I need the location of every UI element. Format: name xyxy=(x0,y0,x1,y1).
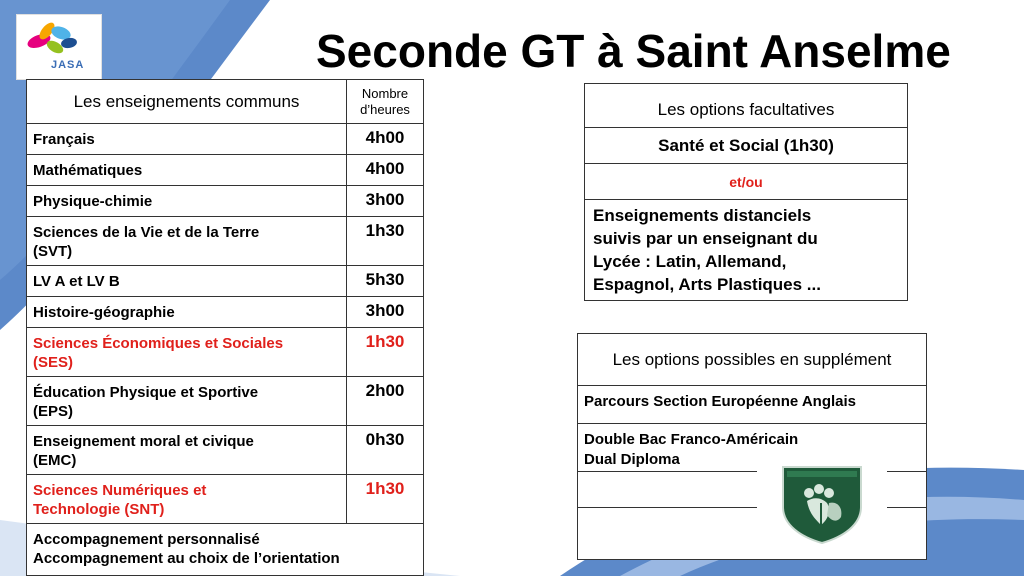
double-bac-line2: Dual Diploma xyxy=(584,451,680,468)
subject-cell xyxy=(27,297,347,328)
distance-learning-cell xyxy=(585,200,908,301)
table-row xyxy=(27,186,424,217)
subject-cell xyxy=(27,377,347,426)
subject-name: Sciences Numériques et xyxy=(33,482,207,499)
table-row xyxy=(27,426,424,475)
hours-cell: 3h00 xyxy=(347,186,424,217)
distance-line2: suivis par un enseignant du xyxy=(593,229,818,248)
subject-name: Éducation Physique et Sportive xyxy=(33,384,259,401)
subject-name: Enseignement moral et civique xyxy=(33,433,254,450)
common-header-label: Les enseignements communs xyxy=(27,80,347,124)
subject-cell xyxy=(27,426,347,475)
subject-cell xyxy=(27,186,347,217)
subject-cell xyxy=(27,124,347,155)
support-line1: Accompagnement personnalisé xyxy=(33,531,260,548)
table-row xyxy=(27,475,424,524)
table-row xyxy=(27,377,424,426)
support-line2: Accompagnement au choix de l’orientation xyxy=(33,550,340,567)
school-crest xyxy=(757,463,887,545)
subject-name: LV A et LV B xyxy=(33,273,120,290)
table-row xyxy=(27,124,424,155)
shield-crest-icon xyxy=(757,463,887,545)
logo-text: JASA xyxy=(51,59,85,71)
optional-courses-table xyxy=(584,83,908,301)
european-section-option: Parcours Section Européenne Anglais xyxy=(578,386,927,424)
subject-abbrev: (SVT) xyxy=(33,243,73,260)
subject-cell xyxy=(27,266,347,297)
hours-cell: 1h30 xyxy=(347,328,424,377)
table-row xyxy=(27,155,424,186)
subject-name: Sciences Économiques et Sociales xyxy=(33,335,284,352)
page-title: Seconde GT à Saint Anselme xyxy=(316,25,951,77)
table-footer-row xyxy=(27,524,424,576)
and-or-label: et/ou xyxy=(585,164,908,200)
distance-line3: Lycée : Latin, Allemand, xyxy=(593,252,787,271)
hours-header xyxy=(347,80,424,124)
distance-line1: Enseignements distanciels xyxy=(593,206,812,225)
subject-cell xyxy=(27,475,347,524)
table-header-row xyxy=(578,334,927,386)
optional-header-label: Les options facultatives xyxy=(585,84,908,128)
hours-cell: 5h30 xyxy=(347,266,424,297)
subject-name: Histoire-géographie xyxy=(33,304,175,321)
distance-line4: Espagnol, Arts Plastiques ... xyxy=(593,275,821,294)
hours-cell: 2h00 xyxy=(347,377,424,426)
table-row xyxy=(578,386,927,424)
hours-cell: 1h30 xyxy=(347,217,424,266)
subject-name: Français xyxy=(33,131,95,148)
table-row xyxy=(27,328,424,377)
table-header-row xyxy=(27,80,424,124)
subject-cell xyxy=(27,328,347,377)
table-row xyxy=(585,128,908,164)
school-logo xyxy=(16,14,102,80)
hours-cell: 3h00 xyxy=(347,297,424,328)
subject-cell xyxy=(27,217,347,266)
sante-social-option: Santé et Social (1h30) xyxy=(585,128,908,164)
table-row xyxy=(27,297,424,328)
table-row xyxy=(27,266,424,297)
table-row xyxy=(27,217,424,266)
table-row xyxy=(585,200,908,301)
subject-name: Mathématiques xyxy=(33,162,143,179)
hours-cell: 1h30 xyxy=(347,475,424,524)
hours-cell: 0h30 xyxy=(347,426,424,475)
table-row xyxy=(585,164,908,200)
hours-cell: 4h00 xyxy=(347,124,424,155)
subject-abbrev: (SES) xyxy=(33,354,74,371)
double-bac-line1: Double Bac Franco-Américain xyxy=(584,431,799,448)
supplement-header-label: Les options possibles en supplément xyxy=(578,334,927,386)
table-header-row xyxy=(585,84,908,128)
subject-abbrev: (EMC) xyxy=(33,452,77,469)
hours-header-line1: Nombre xyxy=(361,85,409,101)
subject-cell xyxy=(27,155,347,186)
subject-name: Physique-chimie xyxy=(33,193,153,210)
hours-cell: 4h00 xyxy=(347,155,424,186)
subject-abbrev: (EPS) xyxy=(33,403,74,420)
common-teachings-table xyxy=(26,79,424,576)
hours-header-line2: d’heures xyxy=(360,101,410,117)
subject-abbrev: Technologie (SNT) xyxy=(33,501,165,518)
support-cell xyxy=(27,524,424,576)
subject-name: Sciences de la Vie et de la Terre xyxy=(33,224,260,241)
